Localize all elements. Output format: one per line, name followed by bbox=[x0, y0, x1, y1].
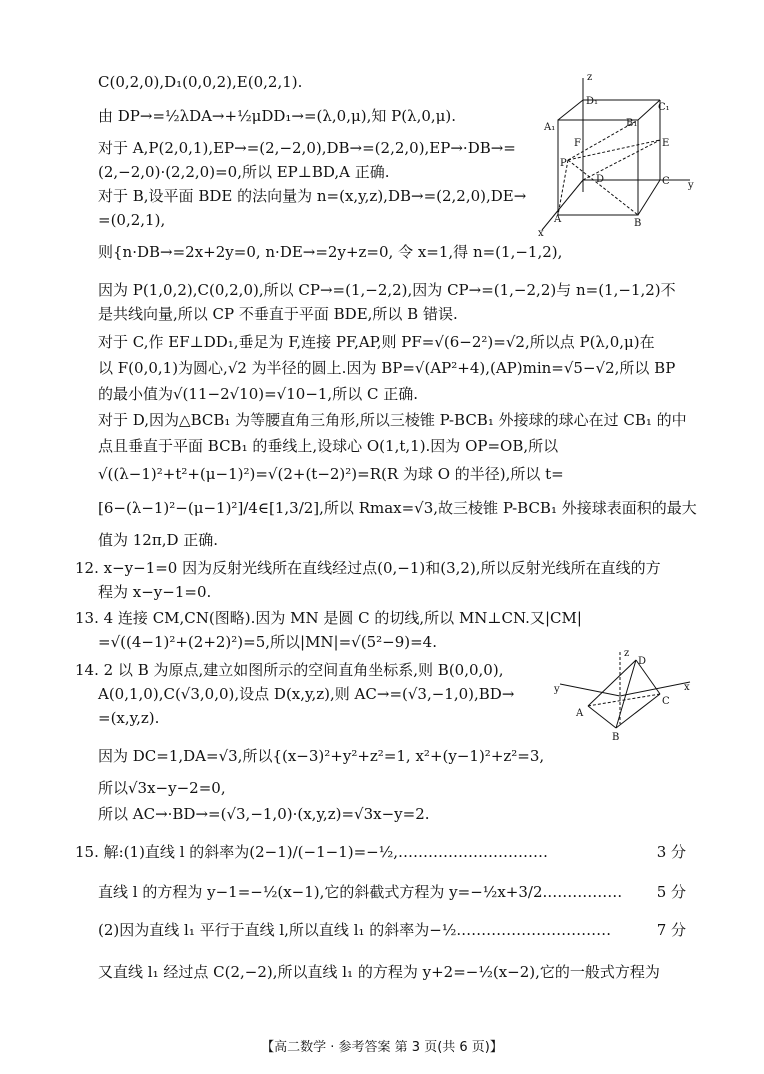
text-line: √((λ−1)²+t²+(μ−1)²)=√(2+(t−2)²)=R(R 为球 O 的半径),所以 t= bbox=[98, 465, 564, 483]
text-line: 又直线 l₁ 经过点 C(2,−2),所以直线 l₁ 的方程为 y+2=−½(x−2),它的一般式方程为 bbox=[98, 963, 660, 981]
label-D: D bbox=[596, 174, 605, 185]
text-line: 是共线向量,所以 CP 不垂直于平面 BDE,所以 B 错误. bbox=[98, 305, 458, 323]
label-F: F bbox=[574, 138, 581, 149]
label-z: z bbox=[587, 72, 593, 83]
label-y: y bbox=[688, 180, 694, 191]
text-line: =√((4−1)²+(2+2)²)=5,所以|MN|=√(5²−9)=4. bbox=[98, 633, 437, 651]
label-C1: C₁ bbox=[658, 102, 670, 113]
label-B1: B₁ bbox=[626, 118, 638, 129]
label-P: P bbox=[560, 158, 567, 169]
label-B: B bbox=[634, 218, 642, 229]
text-line: 13. 4 连接 CM,CN(图略).因为 MN 是圆 C 的切线,所以 MN⊥CN.又|CM| bbox=[75, 609, 582, 627]
text-line: =(0,2,1), bbox=[98, 211, 166, 229]
text-line: 对于 A,P(2,0,1),EP→=(2,−2,0),DB→=(2,2,0),EP→·DB→= bbox=[98, 139, 516, 157]
page-footer: 【高二数学 · 参考答案 第 3 页(共 6 页)】 bbox=[261, 1040, 503, 1055]
text-line: 对于 C,作 EF⊥DD₁,垂足为 F,连接 PF,AP,则 PF=√(6−2²)=√2,所以点 P(λ,0,μ)在 bbox=[98, 333, 655, 351]
text-line: 因为 DC=1,DA=√3,所以{(x−3)²+y²+z²=1, x²+(y−1)²+z²=3, bbox=[98, 747, 545, 765]
cube-figure bbox=[528, 70, 698, 240]
text-line: (2,−2,0)·(2,2,0)=0,所以 EP⊥BD,A 正确. bbox=[98, 163, 390, 181]
text-line: 值为 12π,D 正确. bbox=[98, 531, 219, 549]
text-line: C(0,2,0),D₁(0,0,2),E(0,2,1). bbox=[98, 73, 303, 91]
score: 7 分 bbox=[656, 921, 686, 939]
label-D: D bbox=[638, 656, 647, 667]
text-line: 的最小值为√(11−2√10)=√10−1,所以 C 正确. bbox=[98, 385, 418, 403]
label-B: B bbox=[612, 732, 620, 743]
label-A1: A₁ bbox=[544, 122, 556, 133]
text-line: =(x,y,z). bbox=[98, 709, 160, 727]
text-line: A(0,1,0),C(√3,0,0),设点 D(x,y,z),则 AC→=(√3,−1,0),BD→ bbox=[98, 685, 515, 703]
label-x: x bbox=[684, 682, 690, 693]
text-line: 12. x−y−1=0 因为反射光线所在直线经过点(0,−1)和(3,2),所以反射光线所在直线的方 bbox=[75, 559, 661, 577]
text-line: 直线 l 的方程为 y−1=−½(x−1),它的斜截式方程为 y=−½x+3/2.…………… bbox=[98, 883, 623, 901]
label-D1: D₁ bbox=[586, 96, 599, 107]
text-line: 则{n·DB→=2x+2y=0, n·DE→=2y+z=0, 令 x=1,得 n=(1,−1,2), bbox=[98, 243, 563, 261]
text-line: 由 DP→=½λDA→+½μDD₁→=(λ,0,μ),知 P(λ,0,μ). bbox=[98, 107, 457, 125]
label-x: x bbox=[538, 228, 544, 239]
label-y: y bbox=[554, 684, 560, 695]
text-line: 所以 AC→·BD→=(√3,−1,0)·(x,y,z)=√3x−y=2. bbox=[98, 805, 430, 823]
text-line: (2)因为直线 l₁ 平行于直线 l,所以直线 l₁ 的斜率为−½.………………………… bbox=[98, 921, 612, 939]
tetrahedron-figure bbox=[540, 646, 700, 746]
text-line: [6−(λ−1)²−(μ−1)²]/4∈[1,3/2],所以 Rmax=√3,故三棱锥 P-BCB₁ 外接球表面积的最大 bbox=[98, 499, 697, 517]
label-z: z bbox=[624, 648, 630, 659]
text-line: 对于 D,因为△BCB₁ 为等腰直角三角形,所以三棱锥 P-BCB₁ 外接球的球心在过 CB₁ 的中 bbox=[98, 411, 687, 429]
text-line: 程为 x−y−1=0. bbox=[98, 583, 212, 601]
text-line: 对于 B,设平面 BDE 的法向量为 n=(x,y,z),DB→=(2,2,0),DE→ bbox=[98, 187, 527, 205]
label-A: A bbox=[554, 214, 562, 225]
text-line: 15. 解:(1)直线 l 的斜率为(2−1)/(−1−1)=−½,………………………… bbox=[75, 843, 549, 861]
text-line: 14. 2 以 B 为原点,建立如图所示的空间直角坐标系,则 B(0,0,0), bbox=[75, 661, 504, 679]
label-A: A bbox=[576, 708, 584, 719]
text-line: 所以√3x−y−2=0, bbox=[98, 779, 226, 797]
text-line: 以 F(0,0,1)为圆心,√2 为半径的圆上.因为 BP=√(AP²+4),(AP)min=√5−√2,所以 BP bbox=[98, 359, 676, 377]
text-line: 因为 P(1,0,2),C(0,2,0),所以 CP→=(1,−2,2),因为 CP→=(1,−2,2)与 n=(1,−1,2)不 bbox=[98, 281, 676, 299]
label-E: E bbox=[662, 138, 670, 149]
label-C: C bbox=[662, 696, 670, 707]
text-line: 点且垂直于平面 BCB₁ 的垂线上,设球心 O(1,t,1).因为 OP=OB,所以 bbox=[98, 437, 559, 455]
score: 5 分 bbox=[656, 883, 686, 901]
label-C: C bbox=[662, 176, 670, 187]
score: 3 分 bbox=[656, 843, 686, 861]
